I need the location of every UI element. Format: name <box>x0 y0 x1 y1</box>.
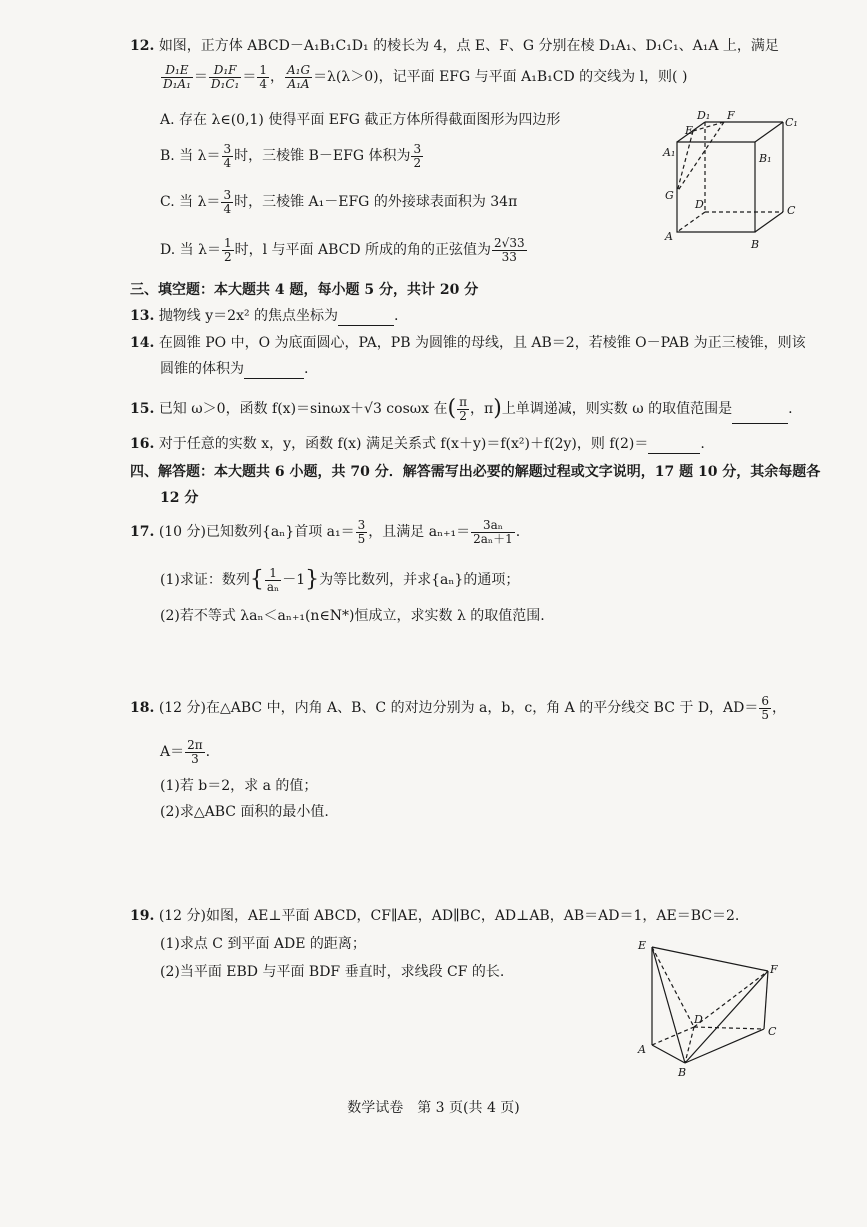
edge-eb <box>652 947 685 1063</box>
period: . <box>515 524 521 540</box>
option-a: A. 存在 λ∈(0,1) 使得平面 EFG 截正方体所得截面图形为四边形 <box>160 112 561 128</box>
question-number: 12. <box>130 38 155 54</box>
label-c1: C₁ <box>785 116 798 129</box>
fraction <box>457 396 469 423</box>
fraction <box>356 519 368 546</box>
label-f: F <box>770 963 778 976</box>
expression-tail: －1 <box>282 572 306 588</box>
section-3-heading: 三、填空题：本大题共 4 题，每小题 5 分，共计 20 分 <box>130 282 479 298</box>
fraction <box>257 64 269 91</box>
cube-edge <box>755 212 783 232</box>
question-18-part2: (2)求△ABC 面积的最小值. <box>160 804 329 820</box>
left-paren: ( <box>447 396 457 421</box>
numerator: A₁G <box>287 62 311 77</box>
answer-blank[interactable] <box>244 364 304 379</box>
option-text: D. 当 λ＝ <box>160 242 221 258</box>
label-b: B <box>678 1066 687 1079</box>
numerator: 6 <box>761 693 770 708</box>
section-4-heading-line1: 四、解答题：本大题共 6 小题，共 70 分．解答需写出必要的解题过程或文字说明，17 题 10 分，其余每题各 <box>130 464 821 480</box>
period: . <box>205 744 211 760</box>
denominator: 4 <box>259 76 267 91</box>
cube-figure <box>655 104 815 254</box>
denominator: 2 <box>413 155 422 170</box>
fraction <box>222 143 234 170</box>
right-paren: ) <box>493 396 502 421</box>
question-text: ，且满足 aₙ₊₁＝ <box>368 524 471 540</box>
numerator: 2√33 <box>494 235 525 250</box>
hidden-edge-ad <box>652 1027 694 1045</box>
question-text: 上单调递减，则实数 ω 的取值范围是 <box>501 401 733 417</box>
question-13 <box>130 306 399 326</box>
question-text: ＝λ(λ＞0)，记平面 EFG 与平面 A₁B₁CD 的交线为 l，则( ) <box>313 69 688 85</box>
question-17 <box>130 516 520 548</box>
fraction <box>161 64 193 91</box>
label-c: C <box>768 1025 777 1038</box>
numerator: π <box>459 394 468 409</box>
numerator: 3 <box>223 141 232 156</box>
denominator: 2 <box>223 249 232 264</box>
fraction <box>285 64 312 91</box>
answer-blank[interactable] <box>648 439 700 454</box>
numerator: D₁E <box>161 64 193 78</box>
question-number: 15. <box>130 401 155 417</box>
fraction <box>492 237 527 264</box>
numerator: 1 <box>265 567 281 581</box>
label-b1: B₁ <box>759 152 772 165</box>
option-b <box>160 140 424 172</box>
denominator: 4 <box>223 201 232 216</box>
denominator: 5 <box>357 531 366 546</box>
period: . <box>700 436 705 452</box>
question-number: 13. <box>130 308 155 324</box>
label-a1: A₁ <box>663 146 676 159</box>
question-text: 抛物线 y＝2x² 的焦点坐标为 <box>158 308 339 324</box>
edge-ef <box>652 947 768 971</box>
fraction <box>221 189 233 216</box>
denominator: 5 <box>761 707 770 722</box>
question-number: 18. <box>130 700 155 716</box>
fraction <box>759 695 771 722</box>
question-16 <box>130 434 705 454</box>
label-f: F <box>727 109 735 122</box>
question-18-line2 <box>160 736 210 768</box>
denominator: 33 <box>501 249 517 264</box>
fraction <box>265 567 281 594</box>
answer-blank[interactable] <box>338 311 394 326</box>
hidden-edge <box>677 212 705 232</box>
label-g: G <box>665 189 674 202</box>
question-text: 对于任意的实数 x，y，函数 f(x) 满足关系式 f(x＋y)＝f(x²)＋f(2y)，则 f(2)＝ <box>158 436 649 452</box>
section-4-heading-line2: 12 分 <box>160 490 199 506</box>
numerator: 2π <box>187 737 203 752</box>
question-text: (12 分)在△ABC 中，内角 A、B、C 的对边分别为 a，b，c，角 A 的平分线交 BC 于 D，AD＝ <box>158 700 759 716</box>
interval-end: ，π <box>470 401 494 417</box>
fraction <box>411 143 423 170</box>
denominator: 3 <box>191 751 199 766</box>
question-14-line2 <box>160 359 308 379</box>
cube-front-face <box>677 142 755 232</box>
question-17-part2: (2)若不等式 λaₙ＜aₙ₊₁(n∈N*)恒成立，求实数 λ 的取值范围. <box>160 608 545 624</box>
edge-fc <box>764 971 768 1029</box>
option-text: 时，l 与平面 ABCD 所成的角的正弦值为 <box>234 242 492 258</box>
question-number: 17. <box>130 524 155 540</box>
question-17-part1 <box>160 564 519 596</box>
label-d: D <box>695 198 704 211</box>
period: . <box>394 308 399 324</box>
label-a: A <box>638 1043 646 1056</box>
question-text: (10 分)已知数列{aₙ}首项 a₁＝ <box>158 524 355 540</box>
fraction <box>209 64 241 91</box>
question-number: 14. <box>130 335 155 351</box>
part-text: (1)求证：数列 <box>160 572 250 588</box>
option-text: 时，三棱锥 A₁－EFG 的外接球表面积为 34π <box>234 194 518 210</box>
hidden-edge-df <box>694 971 768 1027</box>
denominator: D₁C₁ <box>210 76 240 91</box>
part-text: 为等比数列，并求{aₙ}的通项； <box>319 572 520 588</box>
right-brace: } <box>305 567 320 592</box>
hidden-edge-dc <box>694 1027 764 1029</box>
denominator: 4 <box>223 155 232 170</box>
question-12-line1 <box>130 36 779 56</box>
question-text: A＝ <box>160 744 185 760</box>
question-text: 已知 ω＞0，函数 f(x)＝sinωx＋√3 cosωx 在 <box>158 401 448 417</box>
numerator: 3aₙ <box>471 519 515 533</box>
question-18 <box>130 692 786 724</box>
question-19 <box>130 906 739 926</box>
label-e: E <box>685 124 694 137</box>
question-12-line2 <box>160 63 687 91</box>
equals: ＝ <box>193 69 208 85</box>
solid-figure <box>630 935 790 1080</box>
comma: ， <box>270 69 284 85</box>
denominator: 2aₙ＋1 <box>473 531 513 546</box>
fraction <box>185 739 205 766</box>
option-text: C. 当 λ＝ <box>160 194 221 210</box>
fraction <box>222 237 234 264</box>
question-number: 19. <box>130 908 155 924</box>
option-text: B. 当 λ＝ <box>160 148 221 164</box>
question-18-part1: (1)若 b＝2，求 a 的值； <box>160 778 318 794</box>
option-c <box>160 186 517 218</box>
numerator: 1 <box>259 62 267 77</box>
question-number: 16. <box>130 436 155 452</box>
label-d: D <box>694 1013 703 1026</box>
left-brace: { <box>249 567 264 592</box>
question-text: 在圆锥 PO 中，O 为底面圆心，PA，PB 为圆锥的母线，且 AB＝2，若棱锥 O－PAB 为正三棱锥，则该 <box>158 335 806 351</box>
label-e: E <box>638 939 647 952</box>
period: . <box>788 401 793 417</box>
numerator: 3 <box>357 517 366 532</box>
label-a: A <box>665 230 673 243</box>
denominator: D₁A₁ <box>163 76 191 91</box>
hidden-edge-ed <box>652 947 694 1027</box>
question-text: (12 分)如图，AE⊥平面 ABCD，CF∥AE，AD∥BC，AD⊥AB，AB＝AD＝1，AE＝BC＝2. <box>158 908 740 924</box>
numerator: 1 <box>223 235 232 250</box>
edge-bc <box>685 1029 764 1063</box>
comma: ， <box>772 700 787 716</box>
option-text: 时，三棱锥 B－EFG 体积为 <box>234 148 411 164</box>
label-b: B <box>751 238 760 251</box>
fraction <box>471 519 515 546</box>
question-19-part1: (1)求点 C 到平面 ADE 的距离； <box>160 936 366 952</box>
label-c: C <box>787 204 796 217</box>
numerator: 3 <box>413 141 422 156</box>
numerator: 3 <box>223 187 232 202</box>
denominator: aₙ <box>266 579 280 594</box>
denominator: A₁A <box>287 76 310 91</box>
option-d <box>160 234 528 266</box>
numerator: D₁F <box>209 64 241 78</box>
cube-edge <box>755 122 783 142</box>
answer-blank[interactable] <box>732 409 788 424</box>
period: . <box>304 361 309 377</box>
label-d1: D₁ <box>697 109 711 122</box>
question-14-line1 <box>130 333 806 353</box>
question-15 <box>130 394 793 424</box>
denominator: 2 <box>459 408 467 423</box>
question-19-part2: (2)当平面 EBD 与平面 BDF 垂直时，求线段 CF 的长. <box>160 964 505 980</box>
question-text: 如图，正方体 ABCD－A₁B₁C₁D₁ 的棱长为 4，点 E、F、G 分别在棱 D₁A₁、D₁C₁、A₁A 上，满足 <box>158 38 779 54</box>
equals: ＝ <box>242 69 257 85</box>
page-footer: 数学试卷 第 3 页(共 4 页) <box>347 1100 520 1116</box>
question-text: 圆锥的体积为 <box>160 361 244 377</box>
